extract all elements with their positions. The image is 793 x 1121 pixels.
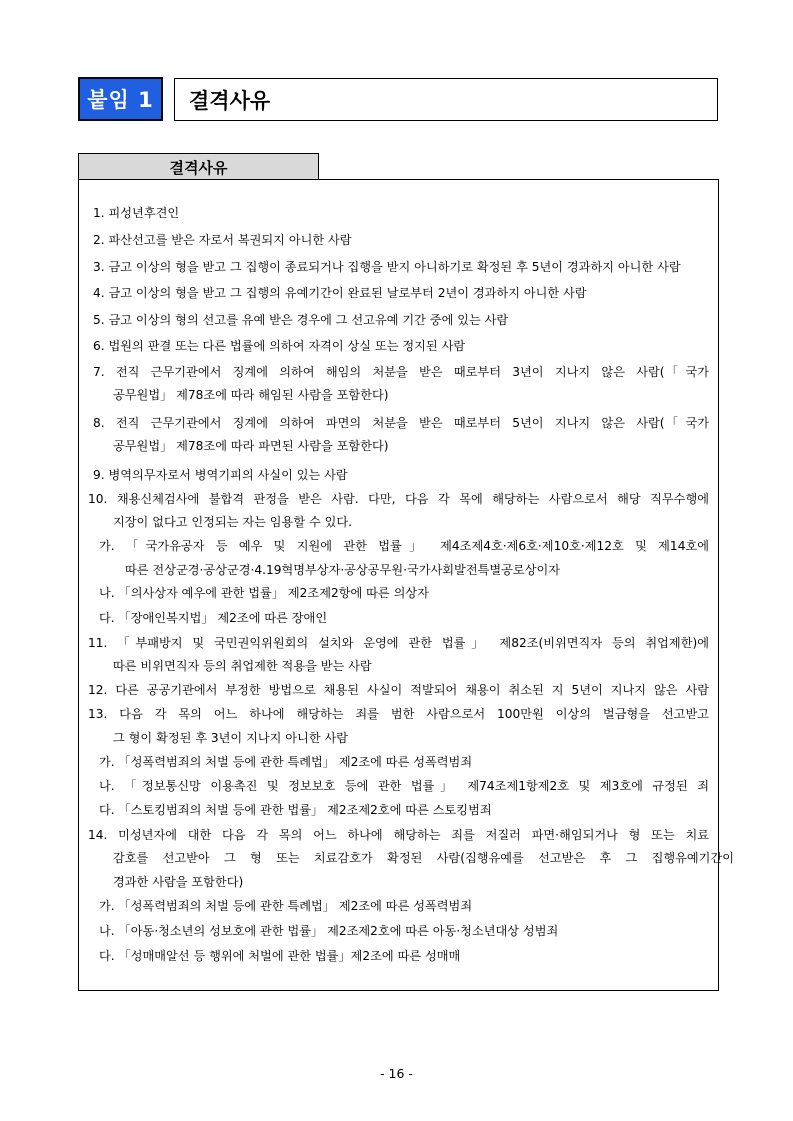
list-line: 2. 파산선고를 받은 자로서 복권되지 아니한 사람 (93, 233, 352, 247)
list-line: 1. 피성년후견인 (93, 206, 180, 220)
list-line: 12. 다른 공공기관에서 부정한 방법으로 채용된 사실이 적발되어 채용이 취소된 지 5년이 지나지 않은 사람 (88, 683, 709, 697)
list-line: 7. 전직 근무기관에서 징계에 의하여 해임의 처분을 받은 때로부터 3년이 지나지 않은 사람(「국가 (93, 365, 709, 379)
list-line: 지장이 없다고 인정되는 자는 임용할 수 있다. (113, 515, 353, 529)
list-line: 6. 법원의 판결 또는 다른 법률에 의하여 자격이 상실 또는 정지된 사람 (93, 339, 466, 353)
list-line: 다. 「스토킹범죄의 처벌 등에 관한 법률」 제2조제2호에 따른 스토킹범죄 (99, 803, 492, 817)
list-line: 3. 금고 이상의 형을 받고 그 집행이 종료되거나 집행을 받지 아니하기로 확정된 후 5년이 경과하지 아니한 사람 (93, 260, 681, 274)
list-line: 가. 「성폭력범죄의 처벌 등에 관한 특례법」 제2조에 따른 성폭력범죄 (99, 899, 473, 913)
list-line: 공무원법」 제78조에 따라 파면된 사람을 포함한다) (113, 439, 389, 453)
list-line: 가. 「성폭력범죄의 처벌 등에 관한 특례법」 제2조에 따른 성폭력범죄 (99, 755, 473, 769)
list-line: 11. 「부패방지 및 국민권익위원회의 설치와 운영에 관한 법률」 제82조(비위면직자 등의 취업제한)에 (88, 636, 709, 650)
list-line: 13. 다음 각 목의 어느 하나에 해당하는 죄를 범한 사람으로서 100만원 이상의 벌금형을 선고받고 (88, 707, 709, 721)
page-title: 결격사유 (174, 78, 718, 121)
list-line: 나. 「정보통신망 이용촉진 및 정보보호 등에 관한 법률」 제74조제1항제2호 및 제3호에 규정된 죄 (99, 779, 709, 793)
list-line: 나. 「아동·청소년의 성보호에 관한 법률」 제2조제2호에 따른 아동·청소년대상 성범죄 (99, 924, 559, 938)
list-line: 다. 「장애인복지법」 제2조에 따른 장애인 (99, 611, 328, 625)
list-line: 10. 채용신체검사에 불합격 판정을 받은 사람. 다만, 다음 각 목에 해당하는 사람으로서 해당 직무수행에 (88, 492, 709, 506)
list-line: 그 형이 확정된 후 3년이 지나지 아니한 사람 (113, 731, 349, 745)
list-line: 나. 「의사상자 예우에 관한 법률」 제2조제2항에 따른 의상자 (99, 586, 429, 600)
disqualification-list-box (78, 179, 734, 991)
list-line: 8. 전직 근무기관에서 징계에 의하여 파면의 처분을 받은 때로부터 5년이 지나지 않은 사람(「국가 (93, 416, 709, 430)
list-line: 감호를 선고받아 그 형 또는 치료감호가 확정된 사람(집행유예를 선고받은 후 그 집행유예기간이 (113, 851, 734, 865)
list-line: 공무원법」 제78조에 따라 해임된 사람을 포함한다) (113, 388, 389, 402)
list-line: 따른 전상군경·공상군경·4.19혁명부상자·공상공무원·국가사회발전특별공로상이자 (125, 563, 561, 577)
list-line: 경과한 사람을 포함한다) (113, 875, 244, 889)
list-line: 따른 비위면직자 등의 취업제한 적용을 받는 사람 (113, 659, 372, 673)
page-number: - 16 - (380, 1066, 413, 1081)
list-line: 9. 병역의무자로서 병역기피의 사실이 있는 사람 (93, 468, 348, 482)
list-line: 4. 금고 이상의 형을 받고 그 집행의 유예기간이 완료된 날로부터 2년이 경과하지 아니한 사람 (93, 286, 587, 300)
list-line: 14. 미성년자에 대한 다음 각 목의 어느 하나에 해당하는 죄를 저질러 파면·해임되거나 형 또는 치료 (88, 828, 709, 842)
list-line: 가. 「국가유공자 등 예우 및 지원에 관한 법률」 제4조제4호·제6호·제10호·제12호 및 제14호에 (99, 539, 709, 553)
attachment-badge: 붙임 1 (78, 77, 163, 121)
section-tab: 결격사유 (78, 153, 319, 180)
list-line: 다. 「성매매알선 등 행위에 처벌에 관한 법률」제2조에 따른 성매매 (99, 949, 461, 963)
list-line: 5. 금고 이상의 형의 선고를 유예 받은 경우에 그 선고유예 기간 중에 있는 사람 (93, 313, 509, 327)
